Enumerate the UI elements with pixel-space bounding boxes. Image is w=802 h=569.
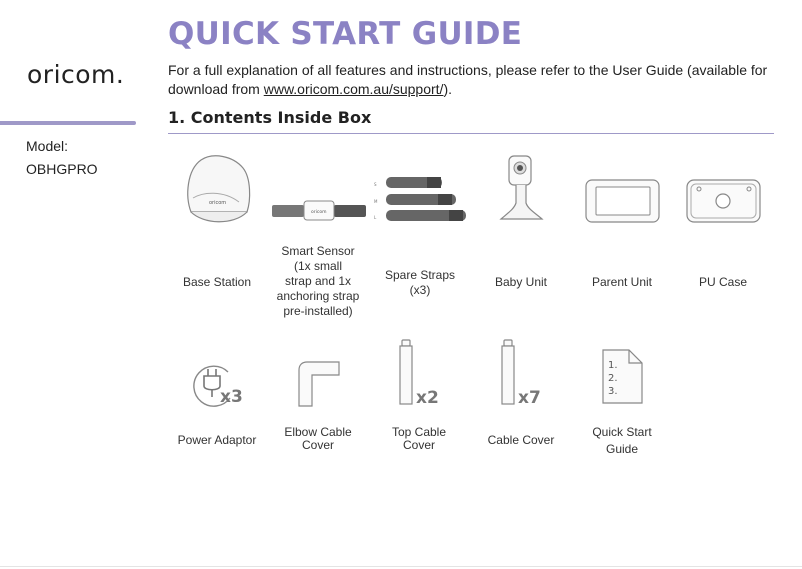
svg-text:oricom: oricom: [209, 200, 227, 206]
page-title: QUICK START GUIDE: [168, 16, 523, 52]
power-adaptor-qty: x3: [220, 387, 243, 407]
item-label-smart-sensor: Smart Sensor (1x small strap and 1x anchoring strap pre-installed): [276, 244, 360, 318]
cable-cover-qty: x7: [518, 388, 541, 408]
cable-cover-icon: [498, 338, 548, 408]
guide-line-2: 2.: [608, 373, 618, 384]
model-label: Model:: [26, 138, 69, 154]
quick-start-guide-icon: [600, 348, 646, 406]
svg-text:M: M: [374, 199, 378, 204]
item-label-baby-unit: Baby Unit: [494, 275, 548, 289]
item-label-spare-straps: Spare Straps (x3): [384, 268, 456, 297]
intro-text: For a full explanation of all features and instructions, please refer to the User Guide (available for download from: [168, 62, 768, 97]
guide-line-1: 1.: [608, 360, 618, 371]
section-heading: 1. Contents Inside Box: [168, 108, 372, 127]
item-label-power-adaptor: Power Adaptor: [177, 433, 257, 447]
item-label-base-station: Base Station: [182, 275, 252, 289]
item-label-cable-cover: Cable Cover: [487, 433, 555, 447]
parent-unit-icon: [585, 178, 661, 224]
intro-paragraph: [168, 61, 778, 99]
page-bottom-divider: [0, 566, 802, 567]
item-label-quick-start-guide: Quick Start Guide: [592, 425, 652, 456]
item-label-parent-unit: Parent Unit: [591, 275, 653, 289]
baby-unit-icon: [498, 155, 548, 225]
svg-text:L: L: [374, 215, 377, 220]
sidebar-accent-bar: [0, 121, 136, 125]
base-station-icon: [183, 152, 253, 228]
pu-case-icon: [686, 178, 762, 224]
top-cable-cover-icon: [396, 338, 446, 408]
oricom-logo: oricom.: [27, 60, 125, 89]
item-label-pu-case: PU Case: [698, 275, 748, 289]
model-value: OBHGPRO: [26, 161, 98, 177]
item-label-elbow-cable-cover: Elbow Cable Cover: [284, 425, 352, 452]
svg-text:oricom: oricom: [311, 210, 327, 215]
power-adaptor-icon: [190, 360, 248, 410]
spare-straps-icon: [372, 172, 470, 224]
svg-text:S: S: [374, 182, 377, 187]
support-link[interactable]: www.oricom.com.au/support/: [263, 81, 444, 97]
top-cable-cover-qty: x2: [416, 388, 439, 408]
smart-sensor-icon: [271, 198, 367, 222]
intro-end: ).: [443, 81, 453, 97]
section-divider: [168, 133, 774, 134]
item-label-top-cable-cover: Top Cable Cover: [391, 425, 447, 452]
guide-line-3: 3.: [608, 386, 618, 397]
elbow-cable-cover-icon: [293, 360, 343, 410]
